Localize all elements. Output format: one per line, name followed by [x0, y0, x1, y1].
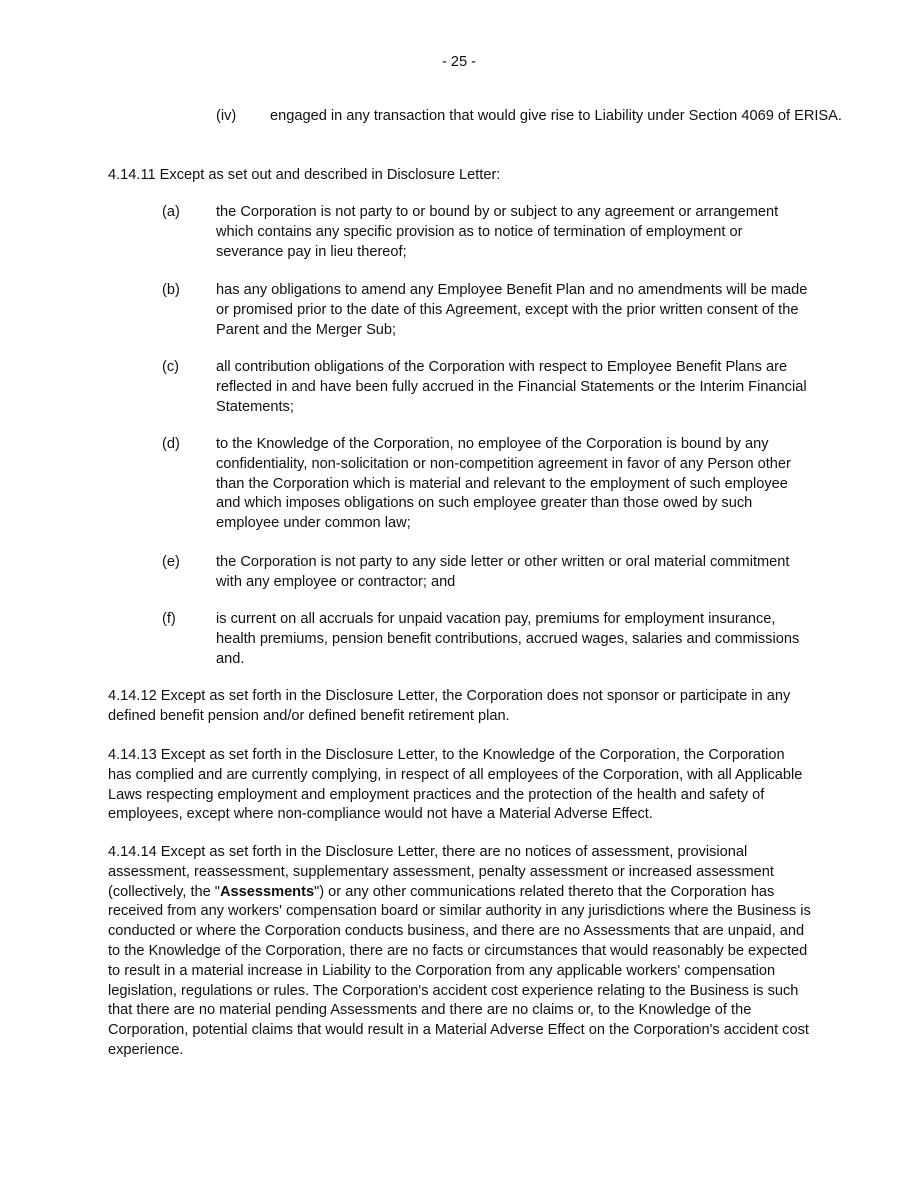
- section-4-14-14: [108, 843, 812, 1061]
- list-item-label: (iv): [216, 108, 237, 124]
- list-item-text: engaged in any transaction that would give rise to Liability under Section 4069 of ERISA.: [270, 108, 842, 124]
- list-item-label: (b): [162, 282, 180, 298]
- list-item-label: (f): [162, 611, 176, 627]
- list-item-text: has any obligations to amend any Employee Benefit Plan and no amendments will be made or promised prior to the date of this Agreement, except with the prior written consent of the Parent and the Merger Sub;: [216, 282, 808, 338]
- list-item-text: is current on all accruals for unpaid vacation pay, premiums for employment insurance, health premiums, pension benefit contributions, accrued wages, salaries and commissions and.: [216, 611, 800, 667]
- section-4-14-14-text-end: ") or any other communications related thereto that the Corporation has received from any workers' compensation board or similar authority in any jurisdictions where the Business is conducted or where the Corporation conducts business, and there are no Assessments that are unpaid, and to the Knowledge of the Corporation, there are no facts or circumstances that would reasonably be expected to result in a material increase in Liability to the Corporation from any applicable workers' compensation legislation, regulations or rules. The Corporation's accident cost experience relating to the Business is such that there are no material pending Assessments and there are no claims or, to the Knowledge of the Corporation, potential claims that would result in a Material Adverse Effect on the Corporation's accident cost experience.: [108, 883, 811, 1058]
- list-item-label: (e): [162, 554, 180, 570]
- list-item-text: the Corporation is not party to or bound by or subject to any agreement or arrangement which contains any specific provision as to notice of termination of employment or severance pay in lieu thereof;: [216, 204, 779, 260]
- section-4-14-13: 4.14.13 Except as set forth in the Disclosure Letter, to the Knowledge of the Corporation, the Corporation has complied and are currently complying, in respect of all employees of the Corporation, with all Applicable Laws respecting employment and employment practices and the protection of the health and safety of employees, except where non-compliance would not have a Material Adverse Effect.: [108, 747, 803, 823]
- list-item-text: all contribution obligations of the Corporation with respect to Employee Benefit Plans are reflected in and have been fully accrued in the Financial Statements or the Interim Financial Statements;: [216, 359, 807, 415]
- list-item-text: the Corporation is not party to any side letter or other written or oral material commitment with any employee or contractor; and: [216, 554, 790, 590]
- defined-term-assessments: Assessments: [219, 883, 315, 900]
- section-4-14-14-text-start: 4.14.14 Except as set forth in the Disclosure Letter, there are no notices of assessment, provisional assessment, reassessment, supplementary assessment, penalty assessment or increased assessment (collectively, the ": [108, 844, 774, 900]
- list-item-text: to the Knowledge of the Corporation, no employee of the Corporation is bound by any confidentiality, non-solicitation or non-competition agreement in favor of any Person other than the Corporation which is material and relevant to the employment of such employee and which imposes obligations on such employee greater than those owed by such employee under common law;: [216, 436, 791, 532]
- list-item-label: (c): [162, 359, 180, 375]
- list-item-label: (d): [162, 436, 180, 452]
- page-number: - 25 -: [441, 54, 477, 70]
- list-item-label: (a): [162, 204, 180, 220]
- section-4-14-11-heading: 4.14.11 Except as set out and described in Disclosure Letter:: [108, 167, 501, 183]
- section-4-14-12: 4.14.12 Except as set forth in the Disclosure Letter, the Corporation does not sponsor or participate in any defined benefit pension and/or defined benefit retirement plan.: [108, 688, 791, 724]
